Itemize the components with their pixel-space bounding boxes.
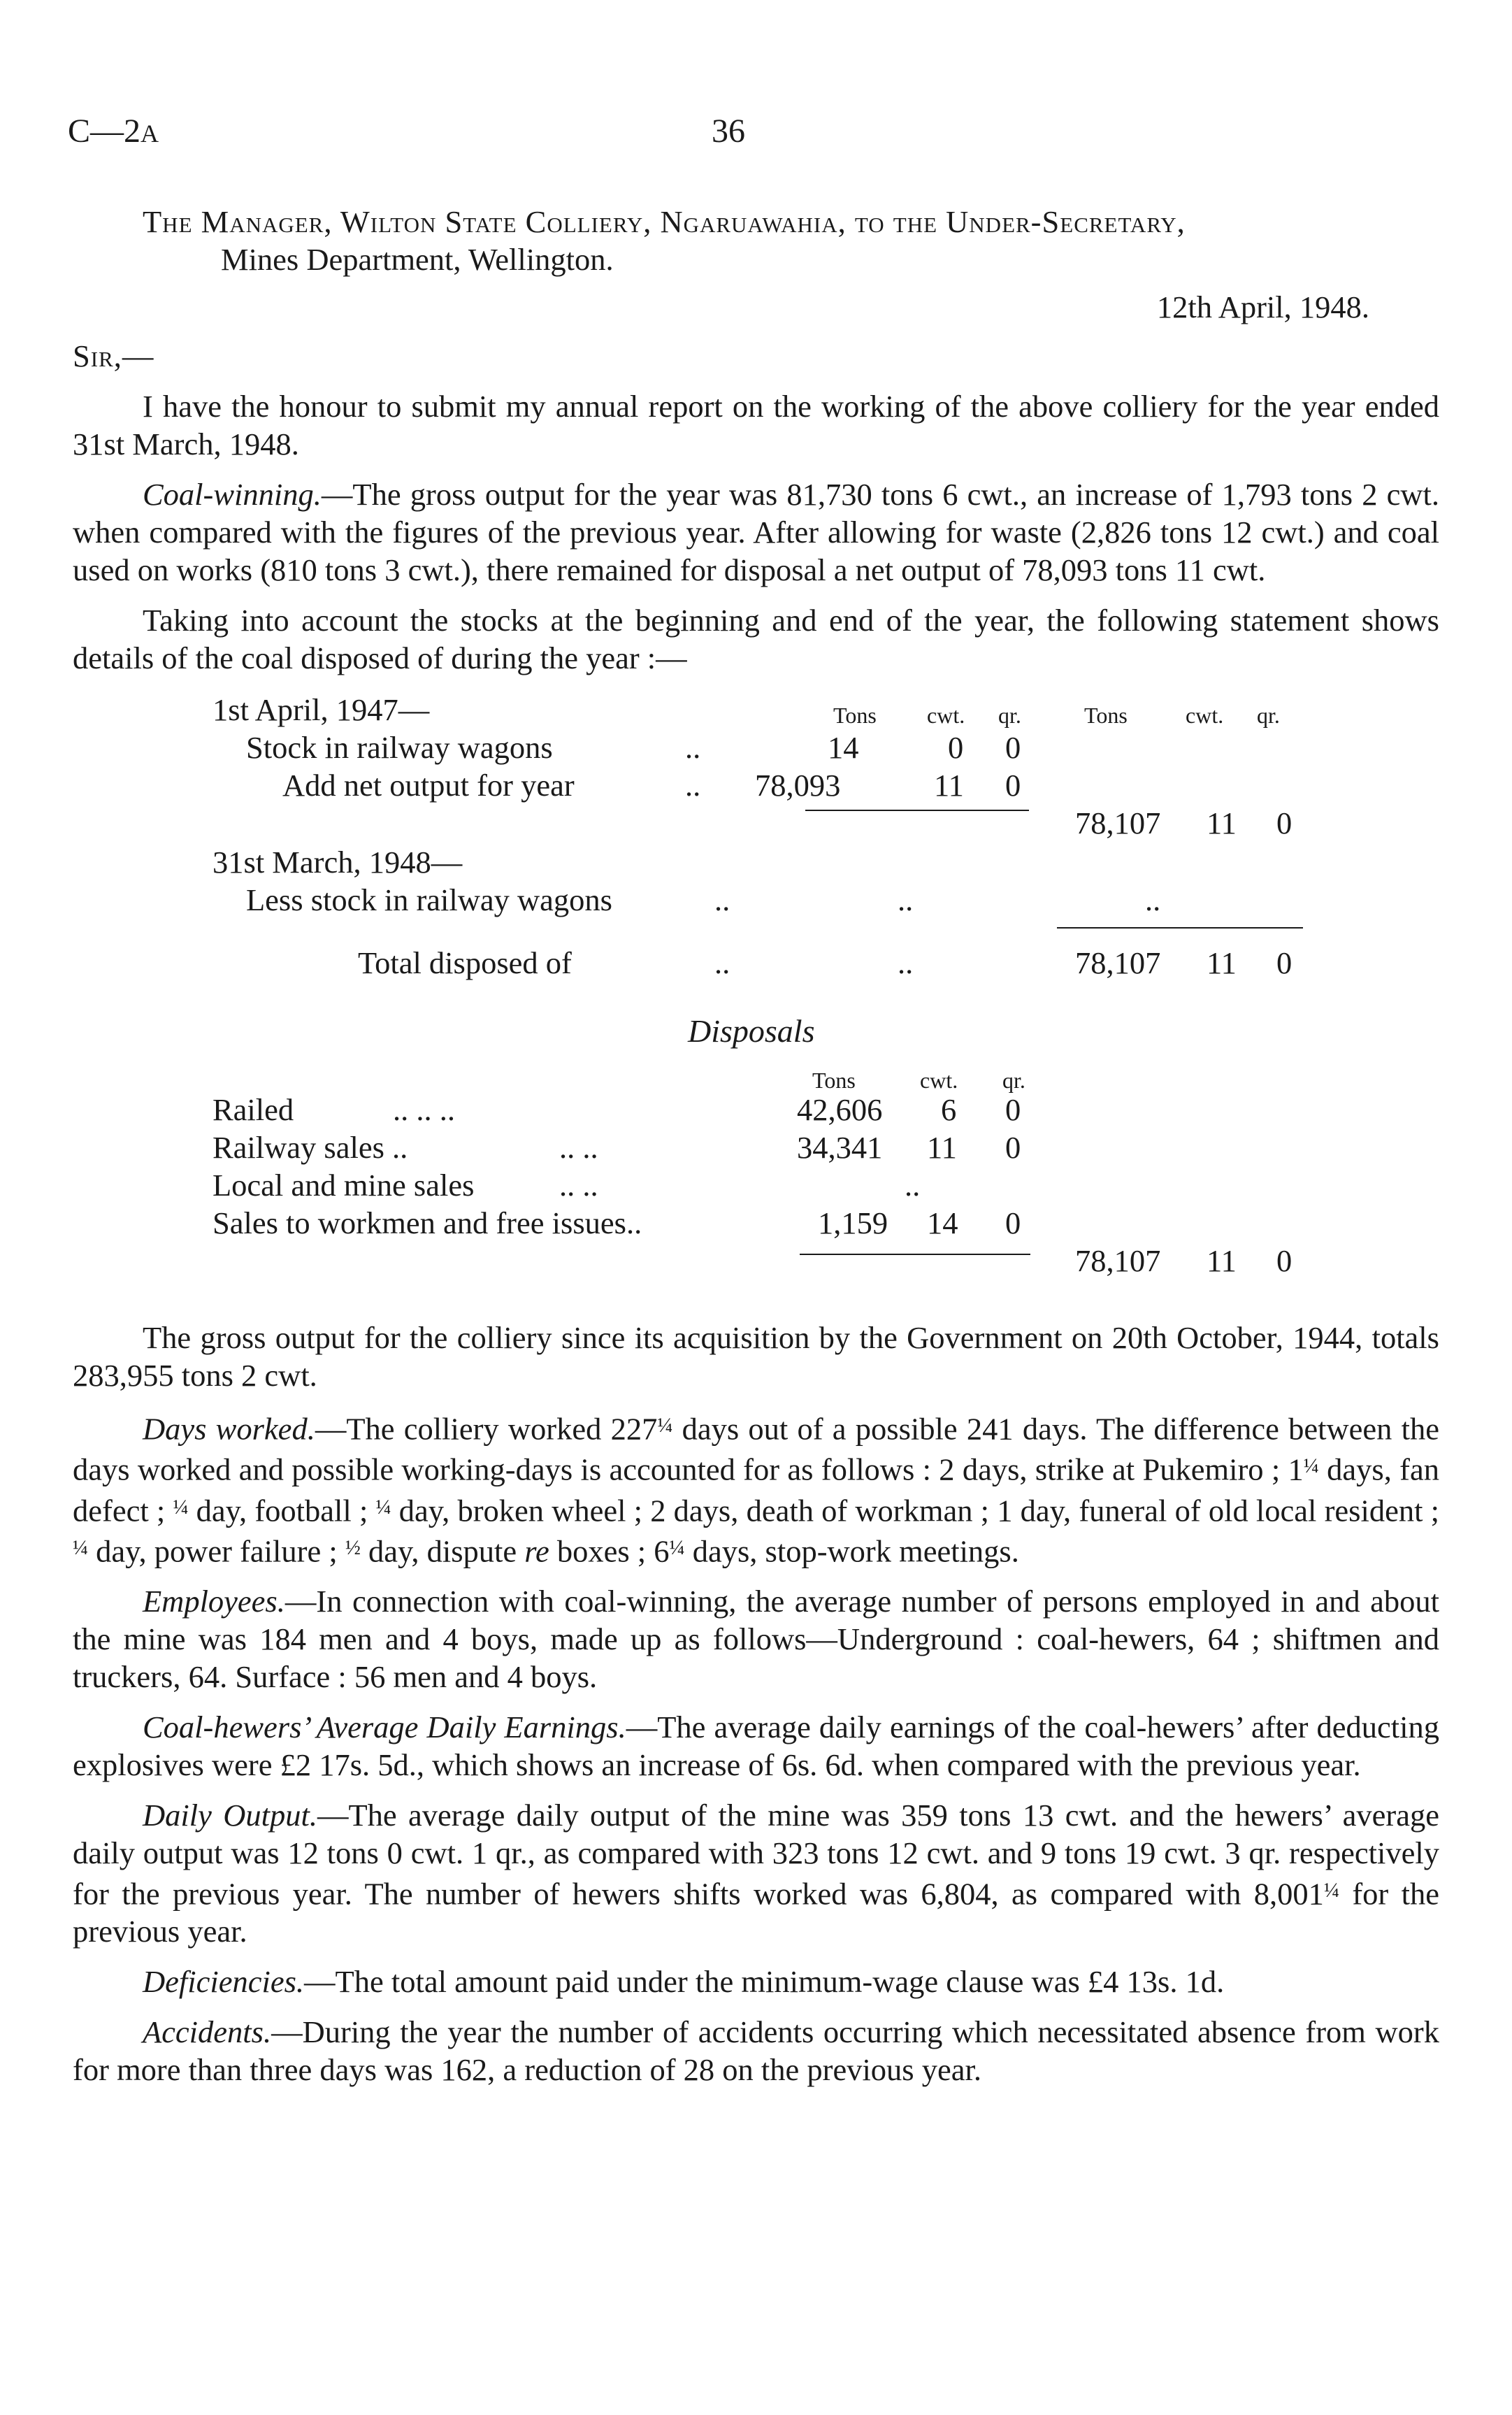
disp-row-tons: 42,606 — [797, 1092, 883, 1127]
daily-output-paragraph: Daily Output.—The average daily output of the mine was 359 tons 13 cwt. and the hewers’ average daily output was 12 tons 0 cwt. 1 qr., as compared with 323 tons 12 cwt. and 9 tons 19 cwt. 3 qr. respectively for the previous year. The number of hewers shifts worked was 6,804, as compared with $8,001^{\frac{1}{4}}$ for the previous year. — [73, 1798, 1439, 1949]
employees-heading: Employees. — [143, 1584, 285, 1619]
disposals-rule — [800, 1254, 1030, 1255]
accidents-paragraph: Accidents.—During the year the number of accidents occurring which necessitated absence from work for more than three days was 162, a reduction of 28 on the previous year. — [73, 2014, 1439, 2088]
row-stock-tons: 14 — [828, 730, 859, 765]
total-qr: 0 — [1276, 945, 1293, 980]
disposals-table — [73, 1012, 1439, 1306]
total-label: Total disposed of — [358, 945, 572, 980]
coal-winning-paragraph: Coal-winning.—The gross output for the year was 81,730 tons 6 cwt., an increase of 1,793 tons 2 cwt. when compared with the figures of the previous year. After allowing for waste (2,826 tons 12 cwt.) and coal used on works (810 tons 3 cwt.), there remained for disposal a net output of 78,093 tons 11 cwt. — [73, 477, 1439, 587]
coal-winning-heading: Coal-winning. — [143, 477, 322, 512]
subtotal-cwt: 11 — [1207, 805, 1237, 840]
row-stock-cwt: 0 — [948, 730, 964, 765]
salutation: Sir,— — [73, 338, 154, 373]
row-less-stock-dots-1: .. — [714, 882, 730, 917]
disp-row-qr: 0 — [1005, 1130, 1021, 1165]
disp-row-tons: 1,159 — [818, 1205, 888, 1240]
subtotal-tons: 78,107 — [1075, 805, 1161, 840]
disposals-title: Disposals — [688, 1013, 815, 1049]
disp-total-qr: 0 — [1276, 1243, 1293, 1278]
disp-row-dots: .. .. .. — [393, 1092, 455, 1127]
subtotal-qr: 0 — [1276, 805, 1293, 840]
address-line-2: Mines Department, Wellington. — [221, 242, 614, 277]
days-worked-heading: Days worked. — [143, 1411, 315, 1447]
letter-date: 12th April, 1948. — [1156, 289, 1369, 324]
col-cwt-header-2: cwt. — [1186, 703, 1224, 728]
intro-paragraph: I have the honour to submit my annual report on the working of the above colliery for the year ended 31st March, 1948. — [73, 389, 1439, 461]
deficiencies-paragraph: Deficiencies.—The total amount paid under the minimum-wage clause was £4 13s. 1d. — [143, 1964, 1225, 2000]
gross-output-paragraph: The gross output for the colliery since its acquisition by the Government on 20th October, 1944, totals 283,955 tons 2 cwt. — [73, 1320, 1439, 1393]
employees-paragraph: Employees.—In connection with coal-winning, the average number of persons employed in and about the mine was 184 men and 4 boys, made up as follows—Underground : coal-hewers, 64 ; shiftmen and truckers, 64. Surface : 56 men and 4 boys. — [73, 1584, 1439, 1695]
disp-row-cwt: 14 — [927, 1205, 958, 1240]
accidents-heading: Accidents. — [143, 2014, 272, 2050]
coal-statement-table — [73, 691, 1439, 1012]
subtotal-rule — [805, 810, 1029, 811]
row-stock-label: Stock in railway wagons — [246, 730, 553, 765]
disp-col-tons: Tons — [812, 1068, 856, 1093]
col-tons-header: Tons — [833, 703, 877, 728]
disp-row-tons: .. — [905, 1168, 921, 1203]
stocks-paragraph: Taking into account the stocks at the beginning and end of the year, the following statement shows details of the coal disposed of during the year :— — [73, 603, 1439, 675]
total-cwt: 11 — [1207, 945, 1237, 980]
disp-col-cwt: cwt. — [920, 1068, 958, 1093]
earnings-heading: Coal-hewers’ Average Daily Earnings. — [143, 1710, 626, 1745]
letter-body — [73, 203, 1439, 2088]
disp-row-label: Railway sales .. — [213, 1130, 408, 1165]
disp-row-label: Local and mine sales — [213, 1168, 475, 1203]
col-qr-header: qr. — [998, 703, 1021, 728]
date-start: 1st April, 1947— — [213, 692, 430, 727]
total-rule — [1057, 927, 1303, 929]
row-less-stock-dots-2: .. — [898, 882, 914, 917]
disp-row-label: Railed — [213, 1092, 294, 1127]
address-block — [73, 203, 1439, 278]
col-qr-header-2: qr. — [1257, 703, 1280, 728]
row-stock-dots: .. — [685, 730, 701, 765]
row-less-stock-label: Less stock in railway wagons — [246, 882, 613, 917]
total-tons: 78,107 — [1075, 945, 1161, 980]
disp-row-qr: 0 — [1005, 1092, 1021, 1127]
disp-row-tons: 34,341 — [797, 1130, 883, 1165]
disp-row-cwt: 6 — [941, 1092, 957, 1127]
earnings-paragraph: Coal-hewers’ Average Daily Earnings.—The average daily earnings of the coal-hewers’ after deducting explosives were £2 17s. 5d., which shows an increase of 6s. 6d. when compared with the previous year. — [73, 1710, 1440, 1783]
col-cwt-header: cwt. — [927, 703, 965, 728]
disp-row-dots: .. .. — [559, 1130, 598, 1165]
disp-row-label: Sales to workmen and free issues.. — [213, 1205, 642, 1240]
row-less-stock-dots-3: .. — [1145, 882, 1161, 917]
disp-total-cwt: 11 — [1207, 1243, 1237, 1278]
disp-row-cwt: 11 — [927, 1130, 957, 1165]
row-stock-qr: 0 — [1005, 730, 1021, 765]
disp-row-dots: .. .. — [559, 1168, 598, 1203]
row-net-output-cwt: 11 — [934, 768, 964, 803]
days-worked-paragraph: Days worked.—The colliery worked $227^{\frac{1}{4}}$ days out of a possible 241 days. The difference between the days worked and possible working-days is accounted for as follows : 2 days, strike at Pukemiro ; $1^{\frac{1}{4}}$ days, fan defect ; $^{\frac{1}{4}}$ day, football ; $^{\frac{1}{4}}$ day, broken wheel ; 2 days, death of workman ; 1 day, funeral of old local resident ; $^{\frac{1}{4}}$ day, power failure ; $^{\frac{1}{2}}$ day, dispute re boxes ; $6^{\frac{1}{4}}$ days, stop-work meetings. — [73, 1411, 1439, 1569]
disp-total-tons: 78,107 — [1075, 1243, 1161, 1278]
total-dots-2: .. — [898, 945, 914, 980]
row-net-output-dots: .. — [685, 768, 701, 803]
deficiencies-heading: Deficiencies. — [143, 1964, 305, 2000]
address-line-1: The Manager, Wilton State Colliery, Ngaruawahia, to the Under-Secretary, — [143, 204, 1186, 239]
total-dots-1: .. — [714, 945, 730, 980]
disp-row-qr: 0 — [1005, 1205, 1021, 1240]
daily-output-heading: Daily Output. — [143, 1798, 317, 1833]
row-net-output-qr: 0 — [1005, 768, 1021, 803]
page-number: 36 — [712, 113, 745, 150]
row-net-output-tons: 78,093 — [755, 768, 841, 803]
col-tons-header-2: Tons — [1084, 703, 1128, 728]
disp-col-qr: qr. — [1002, 1068, 1025, 1093]
document-reference: C—2A — [68, 113, 159, 150]
row-net-output-label: Add net output for year — [282, 768, 575, 803]
date-end: 31st March, 1948— — [213, 845, 463, 880]
